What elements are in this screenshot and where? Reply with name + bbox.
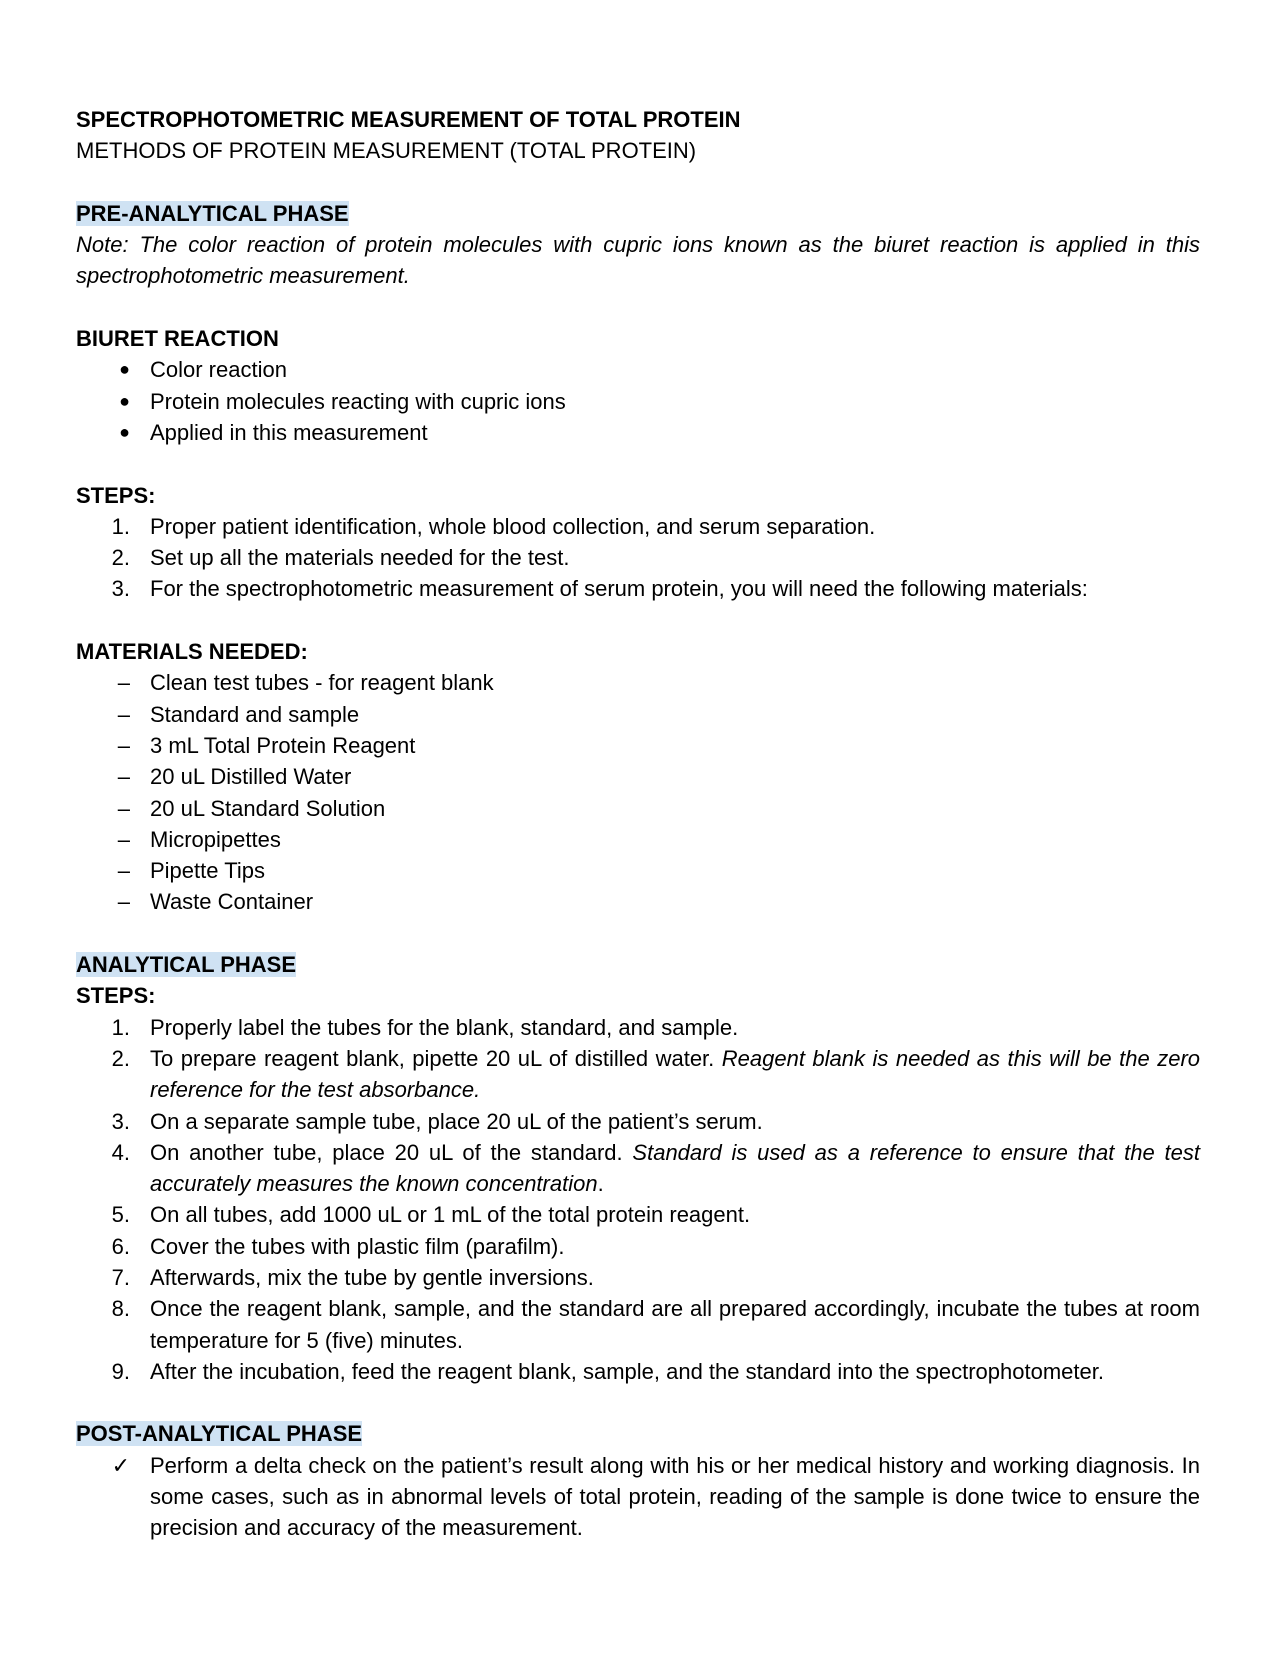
list-item bbox=[76, 1043, 1200, 1106]
step-text: On another tube, place 20 uL of the standard. bbox=[150, 1139, 633, 1165]
list-item bbox=[76, 1106, 1200, 1137]
step-text: To prepare reagent blank, pipette 20 uL of distilled water. bbox=[150, 1045, 722, 1071]
list-item bbox=[76, 1262, 1200, 1293]
list-item bbox=[76, 824, 1200, 855]
list-item-text: Applied in this measurement bbox=[150, 419, 428, 445]
dash-marker: – bbox=[117, 795, 130, 821]
materials-list bbox=[76, 667, 1200, 917]
step-number: 6. bbox=[111, 1233, 130, 1259]
spacer bbox=[76, 448, 1200, 479]
list-item bbox=[76, 1137, 1200, 1200]
step-number: 8. bbox=[111, 1296, 130, 1322]
bullet-marker: ● bbox=[119, 421, 130, 442]
list-item bbox=[76, 886, 1200, 917]
bullet-marker: ● bbox=[119, 359, 130, 380]
step-text: Proper patient identification, whole blood collection, and serum separation. bbox=[150, 513, 876, 539]
list-item-text: Waste Container bbox=[150, 889, 314, 915]
list-item bbox=[76, 1293, 1200, 1356]
spacer bbox=[76, 167, 1200, 198]
step-number: 3. bbox=[111, 576, 130, 602]
step-text: Properly label the tubes for the blank, standard, and sample. bbox=[150, 1014, 739, 1040]
list-item bbox=[76, 542, 1200, 573]
step-text: On all tubes, add 1000 uL or 1 mL of the total protein reagent. bbox=[150, 1202, 751, 1228]
analytical-steps-list bbox=[76, 1012, 1200, 1388]
step-text: Once the reagent blank, sample, and the standard are all prepared accordingly, incubate the tubes at room temperature for 5 (five) minutes. bbox=[150, 1296, 1200, 1353]
list-item-text: Protein molecules reacting with cupric ions bbox=[150, 388, 566, 414]
list-item bbox=[76, 417, 1200, 448]
spacer bbox=[76, 918, 1200, 949]
document-page bbox=[76, 104, 1200, 1544]
document-subtitle: METHODS OF PROTEIN MEASUREMENT (TOTAL PROTEIN) bbox=[76, 138, 697, 164]
checkmark-icon: ✓ bbox=[111, 1452, 130, 1478]
pre-analytical-note: Note: The color reaction of protein molecules with cupric ions known as the biuret reaction is applied in this spectrophotometric measurement. bbox=[76, 232, 1200, 289]
step-number: 2. bbox=[111, 545, 130, 571]
step-number: 9. bbox=[111, 1358, 130, 1384]
step-text: Cover the tubes with plastic film (parafilm). bbox=[150, 1233, 565, 1259]
step-text: Set up all the materials needed for the test. bbox=[150, 545, 570, 571]
step-note: Standard is used as a reference to ensure that the test accurately measures the known concentration bbox=[150, 1139, 1201, 1197]
dash-marker: – bbox=[117, 732, 130, 758]
step-text: For the spectrophotometric measurement of serum protein, you will need the following materials: bbox=[150, 576, 1088, 602]
pre-steps-heading: STEPS: bbox=[76, 482, 156, 508]
list-item bbox=[76, 1450, 1200, 1544]
spacer bbox=[76, 292, 1200, 323]
list-item bbox=[76, 730, 1200, 761]
document-title: SPECTROPHOTOMETRIC MEASUREMENT OF TOTAL PROTEIN bbox=[76, 107, 741, 132]
step-text: After the incubation, feed the reagent blank, sample, and the standard into the spectrophotometer. bbox=[150, 1358, 1104, 1384]
list-item-text: 20 uL Standard Solution bbox=[150, 795, 386, 821]
list-item bbox=[76, 667, 1200, 698]
biuret-list bbox=[76, 354, 1200, 448]
dash-marker: – bbox=[117, 764, 130, 790]
dash-marker: – bbox=[117, 858, 130, 884]
step-note: Reagent blank is needed as this will be the zero reference for the test absorbance. bbox=[150, 1045, 1201, 1103]
post-analytical-heading bbox=[76, 1418, 1200, 1449]
materials-heading: MATERIALS NEEDED: bbox=[76, 639, 308, 665]
step-text: On a separate sample tube, place 20 uL of the patient’s serum. bbox=[150, 1108, 763, 1134]
step-tail: . bbox=[597, 1171, 604, 1197]
list-item bbox=[76, 1356, 1200, 1387]
list-item bbox=[76, 1231, 1200, 1262]
step-number: 1. bbox=[111, 513, 130, 539]
list-item bbox=[76, 1012, 1200, 1043]
dash-marker: – bbox=[117, 826, 130, 852]
post-analytical-list bbox=[76, 1450, 1200, 1544]
list-item bbox=[76, 1199, 1200, 1230]
bullet-marker: ● bbox=[119, 390, 130, 411]
spacer bbox=[76, 605, 1200, 636]
list-item bbox=[76, 793, 1200, 824]
list-item-text: Color reaction bbox=[150, 357, 287, 383]
list-item bbox=[76, 699, 1200, 730]
dash-marker: – bbox=[117, 701, 130, 727]
list-item bbox=[76, 855, 1200, 886]
spacer bbox=[76, 1387, 1200, 1418]
pre-analytical-heading-text: PRE-ANALYTICAL PHASE bbox=[76, 200, 349, 226]
step-number: 4. bbox=[111, 1139, 130, 1165]
list-item-text: Standard and sample bbox=[150, 701, 360, 727]
list-item bbox=[76, 511, 1200, 542]
dash-marker: – bbox=[117, 670, 130, 696]
list-item bbox=[76, 573, 1200, 604]
dash-marker: – bbox=[117, 889, 130, 915]
post-analytical-heading-text: POST-ANALYTICAL PHASE bbox=[76, 1421, 363, 1447]
pre-steps-list bbox=[76, 511, 1200, 605]
pre-analytical-heading bbox=[76, 198, 1200, 229]
list-item bbox=[76, 386, 1200, 417]
list-item-text: 3 mL Total Protein Reagent bbox=[150, 732, 416, 758]
list-item-text: Perform a delta check on the patient’s result along with his or her medical history and working diagnosis. In some cases, such as in abnormal levels of total protein, reading of the sample is done twice to ensure the precision and accuracy of the measurement. bbox=[150, 1452, 1200, 1541]
list-item bbox=[76, 354, 1200, 385]
analytical-heading bbox=[76, 949, 1200, 980]
step-number: 2. bbox=[111, 1045, 130, 1071]
biuret-heading: BIURET REACTION bbox=[76, 326, 279, 352]
step-number: 7. bbox=[111, 1264, 130, 1290]
step-number: 5. bbox=[111, 1202, 130, 1228]
analytical-steps-heading: STEPS: bbox=[76, 983, 156, 1009]
list-item-text: Micropipettes bbox=[150, 826, 281, 852]
step-text: Afterwards, mix the tube by gentle inversions. bbox=[150, 1264, 594, 1290]
list-item-text: 20 uL Distilled Water bbox=[150, 764, 352, 790]
list-item-text: Pipette Tips bbox=[150, 858, 265, 884]
list-item-text: Clean test tubes - for reagent blank bbox=[150, 670, 494, 696]
step-number: 1. bbox=[111, 1014, 130, 1040]
list-item bbox=[76, 761, 1200, 792]
step-number: 3. bbox=[111, 1108, 130, 1134]
analytical-heading-text: ANALYTICAL PHASE bbox=[76, 952, 297, 978]
